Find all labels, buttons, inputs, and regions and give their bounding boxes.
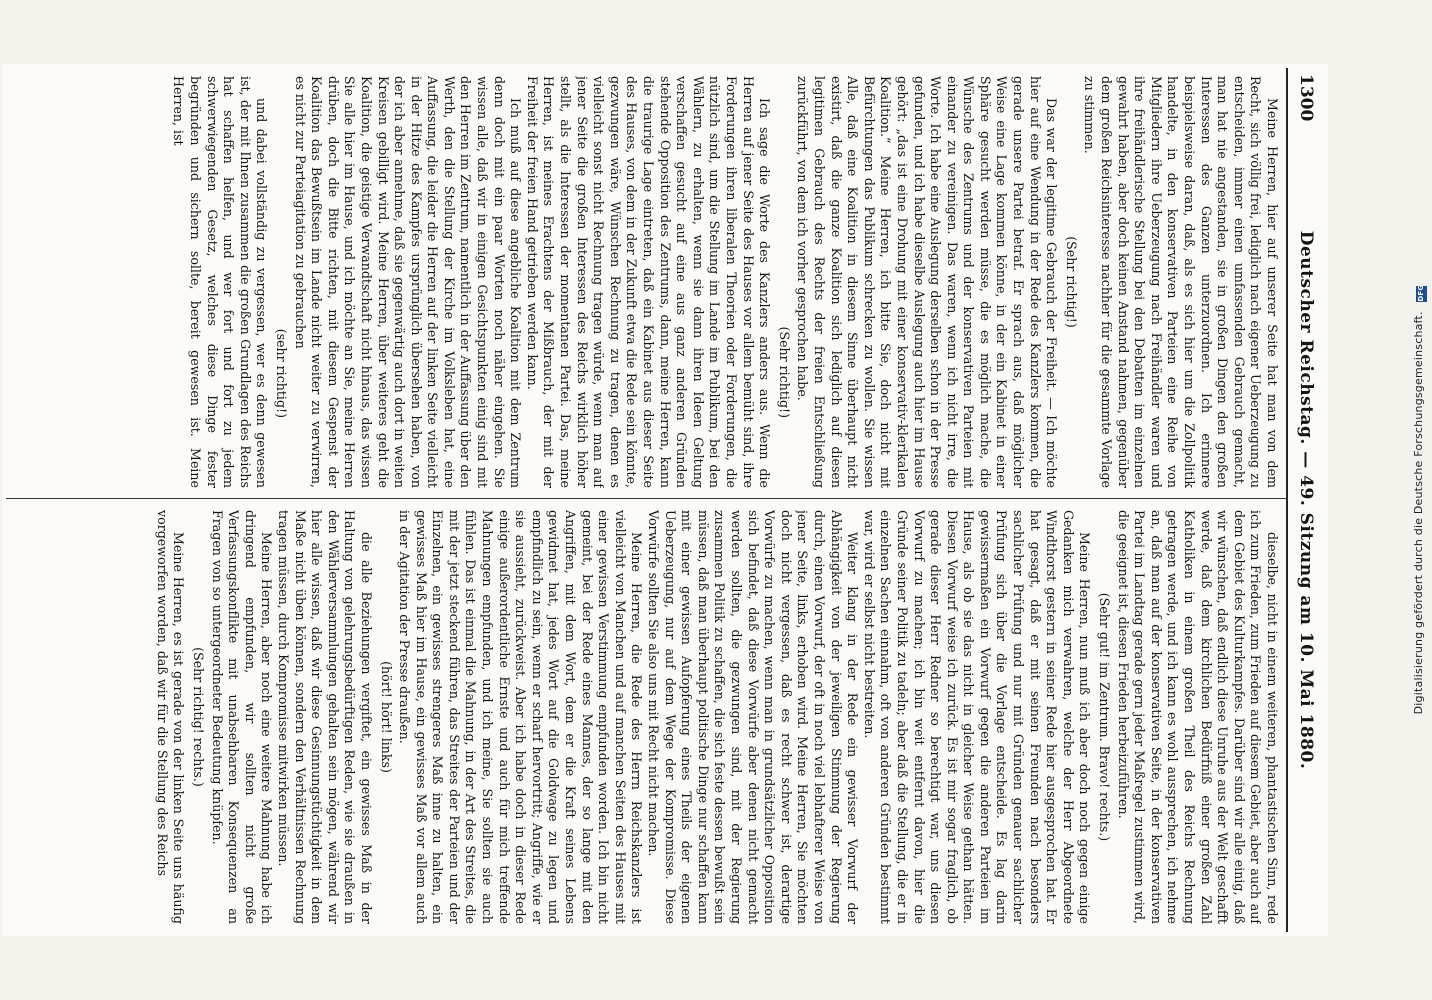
paragraph: die alle Beziehungen vergiftet, ein gewisses Maß in der Haltung von gelehrungsbedürftigen Reden, wie sie draußen in den Wählerversammlungen gehalten sein mögen, während wir hier alle wissen, daß wir diese Gesinnungstüchtigkeit in dem Maße nicht üben können, sondern den Verhältnissen Rechnung tragen müssen, durch Kompromisse mitwirken müssen. <box>275 510 374 924</box>
text-column-left <box>8 76 1280 488</box>
paragraph: Meine Herren, die Rede des Herrn Reichskanzlers ist vielleicht von Manchen und auf manchen Seiten des Hauses mit einer gewissen Verstimmung empfunden worden. Ich bin nicht gemeint, bei der Rede eines Mannes, der so lange mit den Angriffen, mit dem Wort, dem er die Kraft seines Lebens gewidmet hat, jedes Wort auf die Goldwage zu legen und empfindlich zu sein, wenn er scharf hervortritt; Angriffe, wie er sie aussieht, zurückweist. Aber ich habe doch in dieser Rede einige außerordentliche Ernste und auch für mich treffende Mahnungen empfunden, und ich meine, Sie sollten sie auch fühlen. Das ist einmal die Mahnung, in der Art des Streites, die mit der jetzt steckend führen, das Streites der Parteien und der Einzelnen, ein gewisses strengeres Maß inne zu halten, ein gewisses Maß hier im Hause, ein gewisses Maß vor allem auch in der Agitation der Presse draußen. <box>397 510 645 924</box>
interjection: (Sehr richtig!) <box>776 326 792 418</box>
paragraph: und dabei vollständig zu vergessen, wer es denn gewesen ist, der mit Ihnen zusammen die großen Grundlagen des Reichs hat schaffen helfen, und wer fort und fort zu jedem schwerwiegenden Gesetz, welches diese Dinge fester begründen und sichern sollte, bereit gewesen ist. Meine Herren, ist <box>171 76 270 488</box>
interjection: (hört! hört! links) <box>378 661 394 773</box>
paragraph: dieselbe, nicht in einem weiteren, phantastischen Sinn, rede ich zum Frieden, zum Frieden auf diesem Gebiet, aber auch auf dem Gebiet des Kulturkampfes. Darüber sind wir alle einig, daß wir wünschen, daß endlich diese Unruhe aus der Welt geschafft werde, daß dem kirchlichen Bedürfniß einer großen Zahl Katholiken in einem großen Theil des Reichs Rechnung getragen werde, und ich kann es wohl aussprechen, ich nehme an, daß man auf der konservativen Seite, in der konservativen Partei im Landtag gerade gern jeder Maßregel zustimmen wird, die geeignet ist, diesen Frieden herbeizuführen. <box>1115 510 1280 924</box>
paragraph: Weiter klang in der Rede ein gewisser Vorwurf der Abhängigkeit von der jeweiligen Stimmung der Regierung durch, einen Vorwurf, der oft in noch viel lebhafterer Weise von jener Seite, links, erhoben wird. Meine Herren, Sie möchten doch nicht vergessen, daß es recht schwer ist, derartige Vorwürfe zu machen, wenn man in grundsätzlicher Opposition sich befindet, daß diese Vorwürfe aber denen nicht gemacht werden sollten, die gezwungen sind, mit der Regierung zusammen Politik zu schaffen, die sich feste dessen bewußt sein müssen, daß man überhaupt politische Dinge nur schaffen kann mit einer gewissen Aufopferung eines Theils der eigenen Ueberzeugung, nur auf dem Wege der Kompromisse. Diese Vorwürfe sollten Sie also uns mit Recht nicht machen. <box>646 510 861 924</box>
paragraph: Das war der legitime Gebrauch der Freiheit. — Ich möchte hier auf eine Wendung in der Rede des Kanzlers kommen, die gerade unsere Partei betraf. Er sprach aus, daß möglicher Weise eine Lage kommen könne, in der ein Kabinet in einer Sphäre gesucht werden müsse, die es möglich mache, die Wünsche des Zentrums und der konservativen Parteien mit einander zu vereinigen. Das waren, wenn ich nicht irre, die Worte. Ich habe eine Auslegung derselben schon in der Presse gefunden, und ich habe dieselbe Auslegung auch hier im Hause gehört: „das ist eine Drohung mit einer konservativ-klerikalen Koalition.“ Meine Herren, ich bitte Sie, doch nicht mit Befürchtungen das Publikum schrecken zu wollen. Sie wissen Alle, daß eine Koalition in diesem Sinne überhaupt nicht existirt, daß die ganze Koalition sich lediglich auf diesen legitimen Gebrauch des Rechts der freien Entschließung zurückführt, von dem ich vorher gesprochen habe. <box>795 76 1060 488</box>
interjection: (Sehr richtig! rechts.) <box>191 647 206 787</box>
paragraph: Meine Herren, hier auf unserer Seite hat man von dem Recht, sich völlig frei, lediglich nach eigener Ueberzeugung zu entscheiden, immer einen umfassenden Gebrauch gemacht, man hat nie angestanden, sie in großen Dingen den großen Interessen des Ganzen unterzuordnen. Ich erinnere beispielsweise daran, daß, als es sich hier um die Zollpolitik handelte, in den konservativen Parteien eine Reihe von Mitgliedern ihre Ueberzeugung nach Freihändler waren und ihre freihändlerische Stellung bei den Debatten im einzelnen gewahrt haben, aber doch keinen Anstand nahmen, gegenüber dem großen Reichsinteresse nachher für die gesammte Vorlage zu stimmen. <box>1082 76 1280 488</box>
paragraph: Ich muß auf diese angebliche Koalition mit dem Zentrum denn doch mit ein paar Worten noch näher eingehen. Sie wissen alle, daß wir in einigen Gesichtspunkten einig sind mit den Herren im Zentrum, namentlich in der Auffassung über den Werth, den die Stellung der Kirche im Volksleben hat, eine Auffassung, die leider die Herren auf der linken Seite vielleicht in der Hitze des Kampfes ursprünglich übersehen haben, von der ich aber annehme, daß sie gegenwärtig auch dort in weiten Kreisen gebilligt wird. Meine Herren, über weiteres geht die Koalition, die geistige Verwandtschaft nicht hinaus, das wissen Sie alle hier im Hause, und ich möchte an Sie, meine Herren drüben, doch die Bitte richten, mit diesem Gespenst der Koalition das Bewußtsein im Lande nicht weiter zu verwirren, es nicht zur Parteiagitation zu gebrauchen <box>292 76 524 488</box>
digitization-footer <box>1412 0 1430 1000</box>
paragraph: Meine Herren, aber noch eine weitere Mahnung habe ich dringend empfunden, wir sollten nicht große Verfassungskonflikte mit unabsehbaren Konsequenzen an Fragen von so untergeordneter Bedeutung knüpfen. <box>209 510 275 924</box>
paragraph: Meine Herren, es ist gerade von der linken Seite uns häufig vorgeworfen worden, daß wir für die Stellung des Reichs <box>154 510 187 924</box>
paragraph: Ich sage die Worte des Kanzlers anders aus. Wenn die Herren auf jener Seite des Hauses vor allem bemüht sind, ihre Forderungen ihren liberalen Theorien oder Forderungen, die nützlich sind, um die Stellung im Lande im Publikum, bei den Wählern, zu erhalten, wenn sie dann ihren Ideen Geltung verschaffen gesucht auf eine aus ganz anderen Gründen stehende Opposition des Zentrums, dann, meine Herren, kann die traurige Lage eintreten, daß ein Kabinet aus dieser Seite des Hauses, von dem in der Zukunft etwa die Rede sein könnte, gezwungen wäre, Wünschen Rechnung zu tragen, denen es vielleicht sonst nicht Rechnung tragen würde, wenn man auf jener Seite die großen Interessen des Reichs wirklich höher stellt, als die Interessen der momentanen Partei. Das, meine Herren, ist meines Erachtens der Mißbrauch, der mit der Freiheit der freien Hand getrieben werden kann. <box>524 76 773 488</box>
text-column-right <box>8 510 1280 924</box>
dfg-logo-icon: DFG <box>1417 284 1425 302</box>
interjection: (sehr richtig!) <box>273 328 289 418</box>
page-title: Deutscher Reichstag. — 49. Sitzung am 10. Mai 1880. <box>1296 230 1316 770</box>
interjection: (Sehr gut! im Zentrum. Bravo! rechts.) <box>1097 592 1113 842</box>
page-number: 1300 <box>1296 74 1316 122</box>
header-rule <box>1286 68 1288 932</box>
column-divider <box>6 498 1288 499</box>
footer-text: Digitalisierung gefördert durch die Deutsche Forschungsgemeinschaft. <box>1412 311 1425 715</box>
page-header <box>1290 74 1322 926</box>
scanned-newspaper-page <box>2 64 1328 936</box>
interjection: (Sehr richtig!) <box>1063 236 1079 328</box>
paragraph: Meine Herren, nun muß ich aber doch noch gegen einige Gedanken mich verwahren, welche der Herr Abgeordnete Windthorst gestern in seiner Rede hier ausgesprochen hat. Er hat gesagt, daß er mit seinen Freunden nach besonders sachlicher Prüfung und nur mit Gründen genauer sachlicher Prüfung sich über die Vorlage entscheide. Es lag darin gewissermaßen ein Vorwurf gegen die anderen Parteien im Hause, als ob sie das nicht in gleicher Weise gethan hätten. Diesen Vorwurf weise ich zurück. Es ist mir sogar fraglich, ob gerade dieser Herr Redner so berechtigt war, uns diesen Vorwurf zu machen; ich bin weit entfernt davon, hier die Gründe seiner Politik zu tadeln; aber daß die Stellung, die er in einzelnen Sachen einnahm, oft von anderen Gründen bestimmt war, wird er selbst nicht bestreiten. <box>861 510 1093 924</box>
